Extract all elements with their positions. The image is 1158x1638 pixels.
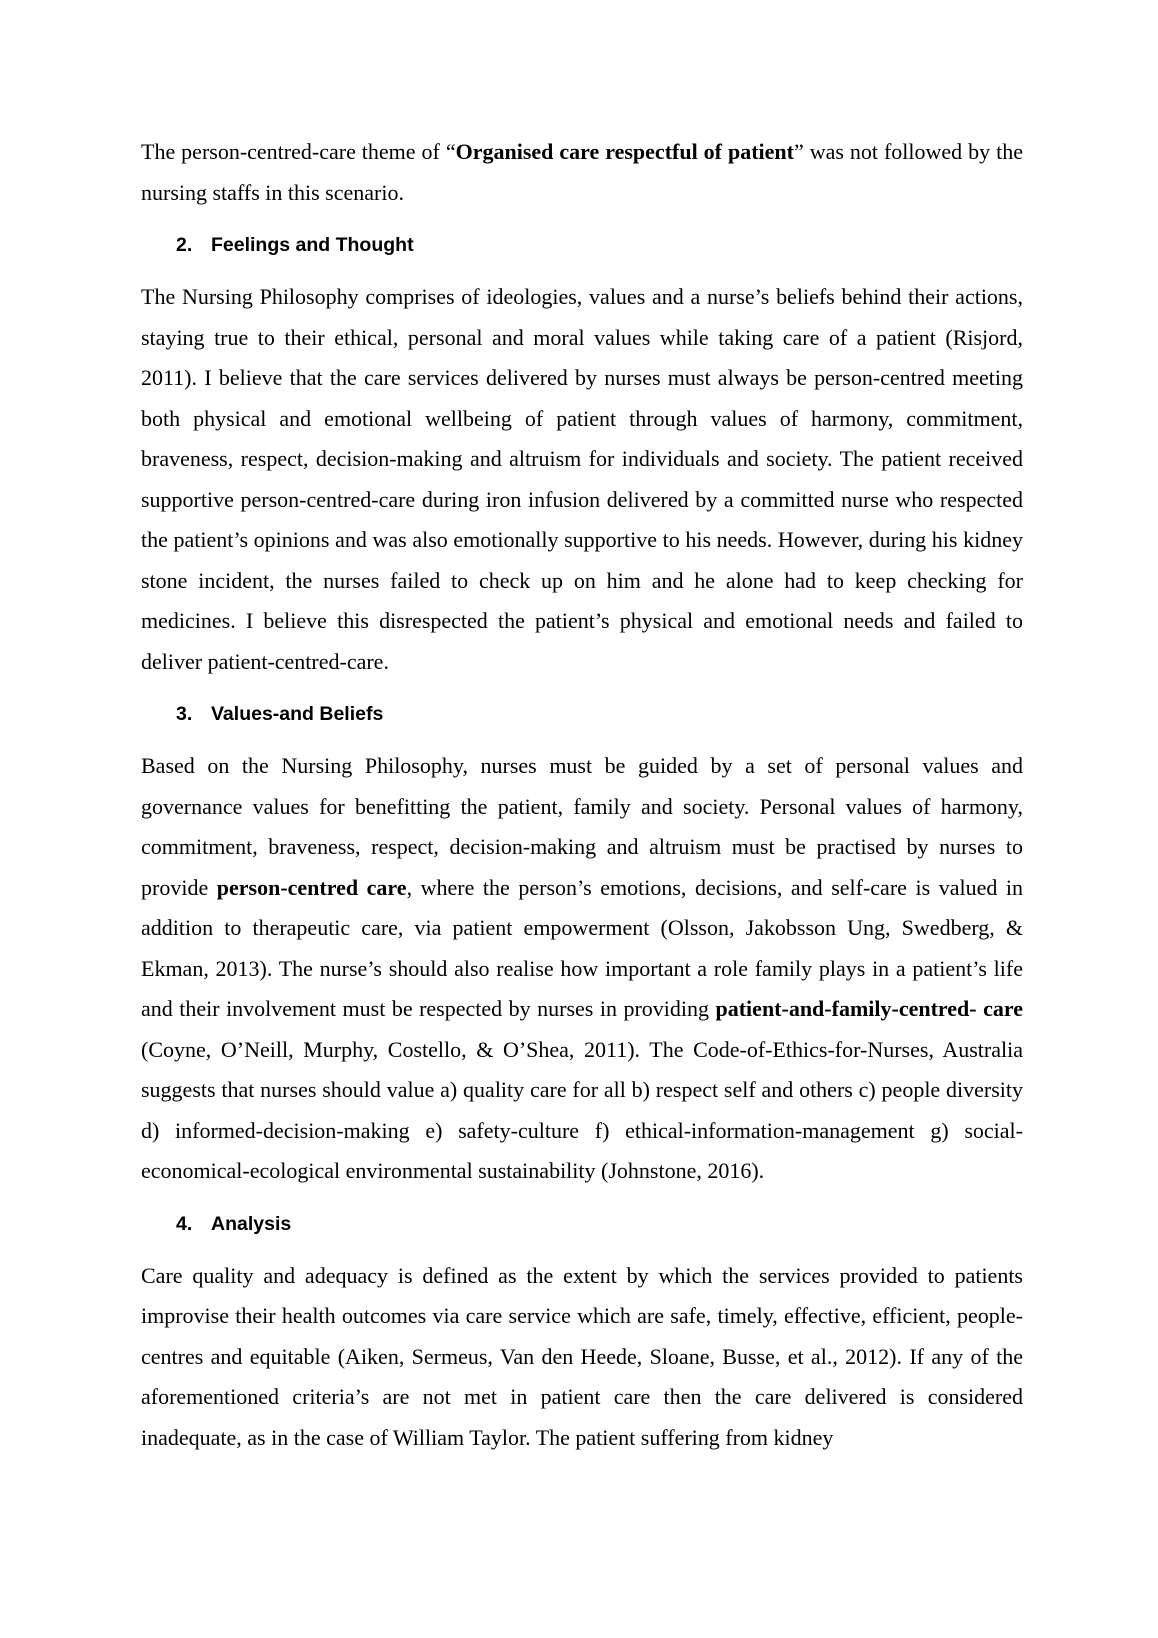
intro-text-start: The person-centred-care theme of “: [141, 139, 456, 164]
paragraph-intro: [141, 132, 1023, 213]
heading-title: Values-and Beliefs: [211, 703, 384, 725]
heading-title: Feelings and Thought: [211, 234, 414, 256]
values-text-2: , where the person’s emotions, decisions, and self-care is valued in addition to therapeutic care, via patient empowerment (Olsson, Jakobsson Ung, Swedberg, & Ekman, 2013). The nurse’s should also realise how important a role family plays in a patient’s life and their involvement must be respected by nurses in providing: [141, 874, 1023, 1021]
values-text-1: Based on the Nursing Philosophy, nurses must be guided by a set of personal values and governance values for benefitting the patient, family and society. Personal values of harmony, commitment, braveness, respect, decision-making and altruism must be practised by nurses to provide: [141, 753, 1023, 900]
values-bold-family-centred-care: patient-and-family-centred- care: [715, 996, 1024, 1021]
values-text-3: (Coyne, O’Neill, Murphy, Costello, & O’Shea, 2011). The Code-of-Ethics-for-Nurses, Australia suggests that nurses should value a) quality care for all b) respect self and others c) people diversity d) informed-decision-making e) safety-culture f) ethical-information-management g) social-economical-ecological environmental sustainability (Johnstone, 2016).: [141, 1036, 1023, 1183]
heading-analysis: [141, 1200, 1023, 1248]
heading-number: 2.: [176, 234, 193, 256]
document-page: [141, 132, 1023, 1458]
heading-values-and-beliefs: [141, 690, 1023, 738]
heading-title: Analysis: [211, 1212, 292, 1235]
heading-number: 3.: [176, 703, 193, 725]
intro-text-end: ” was not followed by the nursing staffs in this scenario.: [141, 139, 1024, 205]
intro-theme-bold: Organised care respectful of patient: [455, 139, 794, 164]
heading-number: 4.: [176, 1212, 193, 1235]
paragraph-feelings: The Nursing Philosophy comprises of ideologies, values and a nurse’s beliefs behind their actions, staying true to their ethical, personal and moral values while taking care of a patient (Risjord, 2011). I believe that the care services delivered by nurses must always be person-centred meeting both physical and emotional wellbeing of patient through values of harmony, commitment, braveness, respect, decision-making and altruism for individuals and society. The patient received supportive person-centred-care during iron infusion delivered by a committed nurse who respected the patient’s opinions and was also emotionally supportive to his needs. However, during his kidney stone incident, the nurses failed to check up on him and he alone had to keep checking for medicines. I believe this disrespected the patient’s physical and emotional needs and failed to deliver patient-centred-care.: [141, 284, 1023, 674]
paragraph-values: [141, 746, 1023, 1192]
heading-feelings-and-thought: [141, 221, 1023, 269]
values-bold-person-centred-care: person-centred care: [216, 874, 407, 900]
paragraph-analysis: Care quality and adequacy is defined as the extent by which the services provided to patients improvise their health outcomes via care service which are safe, timely, effective, efficient, people-centres and equitable (Aiken, Sermeus, Van den Heede, Sloane, Busse, et al., 2012). If any of the aforementioned criteria’s are not met in patient care then the care delivered is considered inadequate, as in the case of William Taylor. The patient suffering from kidney: [141, 1262, 1023, 1450]
